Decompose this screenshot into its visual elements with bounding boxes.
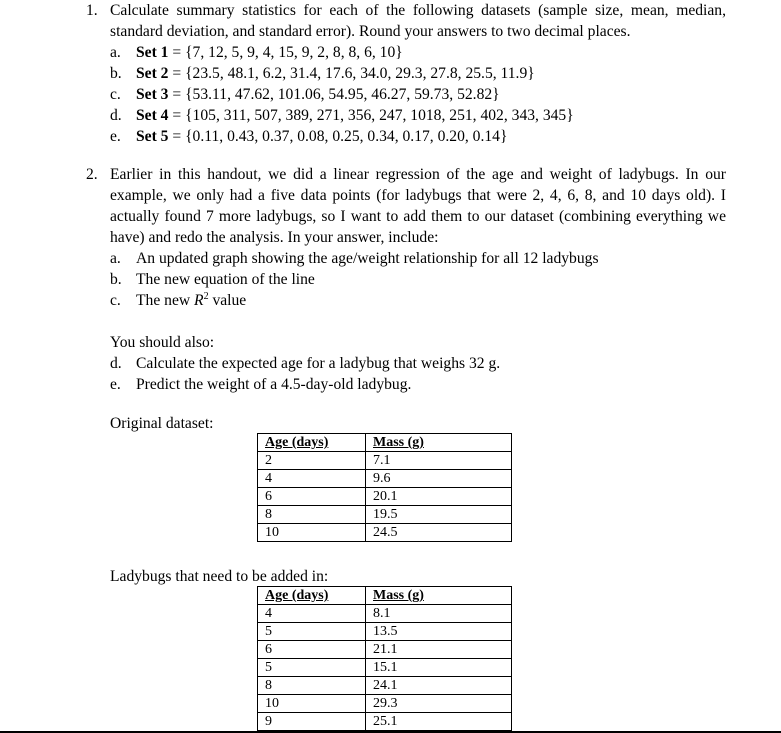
dataset-item <box>86 42 726 63</box>
age-cell: 8 <box>258 506 366 524</box>
table-row <box>258 605 512 623</box>
mass-cell: 15.1 <box>366 659 512 677</box>
mass-cell: 19.5 <box>366 506 512 524</box>
list-item <box>86 353 726 374</box>
item-text: value <box>208 292 247 309</box>
mass-cell: 24.5 <box>366 524 512 542</box>
set-values: = {0.11, 0.43, 0.37, 0.08, 0.25, 0.34, 0.17, 0.20, 0.14} <box>168 128 508 145</box>
list-letter: d. <box>110 107 122 124</box>
table-row <box>258 470 512 488</box>
question-number: 2. <box>86 166 98 183</box>
item-text: Calculate the expected age for a ladybug that weighs 32 g. <box>136 355 501 372</box>
added-dataset-label: Ladybugs that need to be added in: <box>110 568 329 585</box>
item-text: The new equation of the line <box>136 271 315 288</box>
mass-cell: 29.3 <box>366 695 512 713</box>
item-text: Predict the weight of a 4.5-day-old ladybug. <box>136 376 412 393</box>
list-letter: b. <box>110 271 122 288</box>
question-stem: Calculate summary statistics for each of the following datasets (sample size, mean, median, standard deviation, and standard error). Round your answers to two decimal places. <box>110 2 726 40</box>
dataset-item <box>86 63 726 84</box>
list-letter: e. <box>110 128 121 145</box>
question-1 <box>86 0 726 147</box>
age-cell: 4 <box>258 470 366 488</box>
dataset-item <box>86 105 726 126</box>
list-letter: a. <box>110 44 121 61</box>
set-name: Set 4 <box>136 107 169 124</box>
also-label: You should also: <box>110 334 215 351</box>
original-dataset-label: Original dataset: <box>110 415 214 432</box>
list-letter: e. <box>110 376 121 393</box>
age-cell: 10 <box>258 695 366 713</box>
table-row <box>258 506 512 524</box>
set-values: = {53.11, 47.62, 101.06, 54.95, 46.27, 59.73, 52.82} <box>168 86 500 103</box>
added-dataset-table <box>257 586 512 731</box>
set-name: Set 1 <box>136 44 169 61</box>
table-header-row <box>258 587 512 605</box>
set-values: = {23.5, 48.1, 6.2, 31.4, 17.6, 34.0, 29.3, 27.8, 25.5, 11.9} <box>168 65 535 82</box>
original-dataset-table <box>257 433 512 542</box>
table-row <box>258 488 512 506</box>
mass-cell: 9.6 <box>366 470 512 488</box>
mass-cell: 24.1 <box>366 677 512 695</box>
header-age: Age (days) <box>258 434 366 452</box>
age-cell: 9 <box>258 713 366 731</box>
mass-cell: 21.1 <box>366 641 512 659</box>
header-age: Age (days) <box>258 587 366 605</box>
mass-cell: 7.1 <box>366 452 512 470</box>
age-cell: 5 <box>258 623 366 641</box>
table-row <box>258 713 512 731</box>
age-cell: 4 <box>258 605 366 623</box>
list-item <box>86 290 726 311</box>
mass-cell: 20.1 <box>366 488 512 506</box>
superscript: 2 <box>203 290 209 302</box>
list-letter: a. <box>110 250 121 267</box>
age-cell: 2 <box>258 452 366 470</box>
set-name: Set 2 <box>136 65 169 82</box>
table-header-row <box>258 434 512 452</box>
age-cell: 8 <box>258 677 366 695</box>
header-mass: Mass (g) <box>366 434 512 452</box>
age-cell: 6 <box>258 488 366 506</box>
table-row <box>258 659 512 677</box>
required-items-list <box>86 248 726 290</box>
set-values: = {105, 311, 507, 389, 271, 356, 247, 1018, 251, 402, 343, 345} <box>168 107 574 124</box>
list-item <box>86 374 726 395</box>
mass-cell: 13.5 <box>366 623 512 641</box>
set-name: Set 3 <box>136 86 169 103</box>
dataset-item <box>86 126 726 147</box>
item-text: The new <box>136 292 195 309</box>
question-2 <box>86 164 726 395</box>
list-letter: c. <box>110 292 121 309</box>
item-text: An updated graph showing the age/weight relationship for all 12 ladybugs <box>136 250 599 267</box>
table-row <box>258 695 512 713</box>
list-letter: d. <box>110 355 122 372</box>
table-row <box>258 452 512 470</box>
age-cell: 10 <box>258 524 366 542</box>
list-item <box>86 269 726 290</box>
age-cell: 6 <box>258 641 366 659</box>
header-mass: Mass (g) <box>366 587 512 605</box>
age-cell: 5 <box>258 659 366 677</box>
table-row <box>258 623 512 641</box>
mass-cell: 8.1 <box>366 605 512 623</box>
list-letter: c. <box>110 86 121 103</box>
also-items-list <box>86 353 726 395</box>
list-item <box>86 248 726 269</box>
dataset-list <box>86 42 726 147</box>
table-row <box>258 677 512 695</box>
dataset-item <box>86 84 726 105</box>
table-row <box>258 524 512 542</box>
set-name: Set 5 <box>136 128 169 145</box>
table-row <box>258 641 512 659</box>
question-number: 1. <box>86 2 98 19</box>
set-values: = {7, 12, 5, 9, 4, 15, 9, 2, 8, 8, 6, 10} <box>168 44 403 61</box>
list-letter: b. <box>110 65 122 82</box>
mass-cell: 25.1 <box>366 713 512 731</box>
question-stem: Earlier in this handout, we did a linear regression of the age and weight of ladybugs. In our example, we only had a five data points (for ladybugs that were 2, 4, 6, 8, and 10 days old). I actually found 7 more ladybugs, so I want to add them to our dataset (combining everything we have) and redo the analysis. In your answer, include: <box>110 166 726 246</box>
r-symbol: R <box>194 292 204 309</box>
